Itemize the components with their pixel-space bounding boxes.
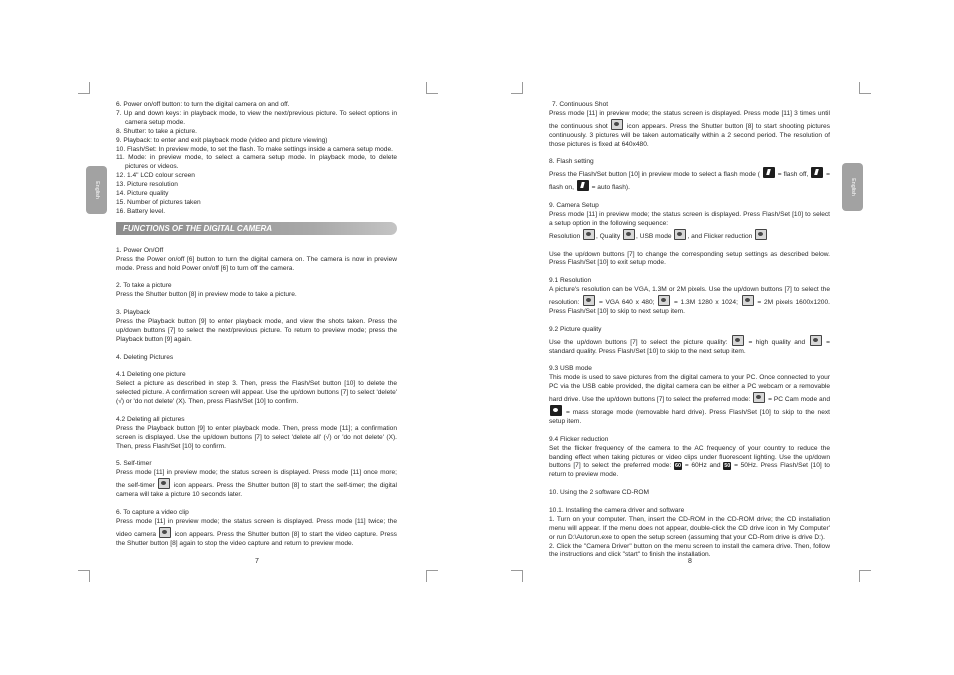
flash-off-icon <box>763 167 775 178</box>
list-item: 9. Playback: to enter and exit playback mode (video and picture viewing) <box>116 136 328 144</box>
text: = standard quality. Press Flash/Set [10] to skip to the next setup item. <box>549 338 830 355</box>
section-heading: 9. Camera Setup <box>549 202 599 210</box>
1-3m-resolution-icon <box>658 295 670 306</box>
section-heading: 6. To capture a video clip <box>116 508 189 516</box>
list-item: 13. Picture resolution <box>116 181 178 189</box>
text: Press the Flash/Set button [10] in preview mode to select a flash mode ( <box>549 171 760 179</box>
section-heading: 1. Power On/Off <box>116 246 164 254</box>
text: = 2M pixels 1600x1200. Press Flash/Set [10] to skip to next setup item. <box>549 299 830 315</box>
paragraph <box>549 445 830 481</box>
paragraph <box>549 110 830 150</box>
quality-icon <box>623 229 635 240</box>
usb-mode-icon <box>674 229 686 240</box>
text: Use the up/down buttons [7] to select the picture quality: <box>549 338 728 346</box>
paragraph: 2. Click the "Camera Driver" button on the menu screen to install the camera drive. Then, follow the instructions and click "start" to finish the installation. <box>549 542 830 559</box>
text: , and Flicker reduction <box>687 232 753 240</box>
paragraph: Select a picture as described in step 3. Then, press the Flash/Set button [10] to delete the selected picture. A confirmation screen will appear. Use the up/down buttons [7] to select 'delete' (√) or 'do not delete' (X). Then, press Flash/Set [10] to confirm. <box>116 380 397 406</box>
flicker-reduction-icon <box>755 229 767 240</box>
paragraph: Press the Playback button [9] to enter playback mode, and view the shots taken. Press the up/down buttons [7] to select the next/previous picture. To return to preview mode; press the Playback button [9] again. <box>116 318 397 343</box>
section-heading: 4.1 Deleting one picture <box>116 371 186 379</box>
paragraph <box>549 335 830 357</box>
mass-storage-icon <box>550 405 562 416</box>
text: = auto flash). <box>591 184 630 192</box>
section-heading: 7. Continuous Shot <box>552 101 609 108</box>
paragraph <box>549 167 830 193</box>
crop-mark <box>522 570 523 582</box>
section-heading: 4.2 Deleting all pictures <box>116 415 185 423</box>
crop-mark <box>78 570 90 571</box>
list-item: 14. Picture quality <box>116 190 169 198</box>
resolution-icon <box>583 229 595 240</box>
paragraph <box>549 229 830 242</box>
text: = flash on, <box>549 171 830 192</box>
50hz-icon: 50 <box>724 463 731 470</box>
text: = high quality and <box>748 338 806 346</box>
page-number: 8 <box>688 558 692 565</box>
text: icon appears. Press the Shutter button [8] to start the self-timer; the digital camera will take a picture 10 seconds later. <box>116 482 397 499</box>
right-page-text <box>549 101 830 560</box>
section-heading: 9.1 Resolution <box>549 277 592 285</box>
crop-mark <box>89 570 90 582</box>
text: Set the flicker frequency of the camera to the AC frequency of your country to reduce the banding effect when taking pictures or video clips under fluorescent lighting. Use the up/down buttons [7] to select the preferred mode: <box>549 444 830 470</box>
section-heading: 10.1. Installing the camera driver and software <box>549 506 685 514</box>
crop-mark <box>859 570 871 571</box>
language-tab-label: English <box>849 178 856 196</box>
text: Press mode [11] in preview mode; the status screen is displayed. Press mode [11] twice; the video camera <box>116 517 397 538</box>
text: = flash off, <box>777 171 809 179</box>
section-heading: 2. To take a picture <box>116 282 172 290</box>
paragraph: Press the Shutter button [8] in preview mode to take a picture. <box>116 291 297 299</box>
text: , Quality <box>596 232 621 240</box>
paragraph: Use the up/down buttons [7] to change the corresponding setup settings as described below. Press Flash/Set [10] to exit setup mode. <box>549 250 830 267</box>
crop-mark <box>511 570 523 571</box>
crop-mark <box>426 570 438 571</box>
paragraph <box>116 469 397 500</box>
paragraph: Press the Power on/off [6] button to turn the digital camera on. The camera is now in preview mode. Press and hold Power on/off [6] to turn off the camera. <box>116 255 397 272</box>
paragraph <box>549 286 830 317</box>
auto-flash-icon <box>577 180 589 191</box>
crop-mark <box>426 93 438 94</box>
self-timer-icon <box>158 478 170 489</box>
text: = 50Hz. Press Flash/Set [10] to return to preview mode. <box>549 462 830 479</box>
text: Press mode [11] in preview mode; the status screen is displayed. Press mode [11] once more; the self-timer <box>116 469 397 490</box>
crop-mark <box>859 570 860 582</box>
paragraph <box>549 374 830 427</box>
pc-cam-icon <box>753 392 765 403</box>
text: A picture's resolution can be VGA, 1.3M or 2M pixels. Use the up/down buttons [7] to select the resolution: <box>549 286 830 307</box>
paragraph <box>116 518 397 549</box>
language-tab-label: English <box>93 181 100 199</box>
text: = 1.3M 1280 x 1024; <box>673 299 738 307</box>
section-heading: 8. Flash setting <box>549 158 594 166</box>
paragraph: Press mode [11] in preview mode; the status screen is displayed. Press Flash/Set [10] to select a setup option in the following sequence: <box>549 210 830 227</box>
list-item: 6. Power on/off button: to turn the digital camera on and off. <box>116 101 290 108</box>
section-banner: FUNCTIONS OF THE DIGITAL CAMERA <box>116 222 397 235</box>
list-item: 16. Battery level. <box>116 207 166 215</box>
text: = mass storage mode (removable hard drive). Press Flash/Set [10] to skip to the next setup item. <box>549 409 831 425</box>
paragraph: Press the Playback button [9] to enter playback mode. Then, press mode [11]; a confirmation screen is displayed. Use the up/down buttons [7] to select 'delete all' (√) or 'do not delete' (X). Then, press Flash/Set [10] to confirm. <box>116 424 397 450</box>
text: , USB mode <box>636 232 672 240</box>
standard-quality-icon <box>810 335 822 346</box>
crop-mark <box>426 570 427 582</box>
list-item: 10. Flash/Set: In preview mode, to set the flash. To make settings inside a camera setup mode. <box>116 145 393 153</box>
list-item: 15. Number of pictures taken <box>116 198 201 206</box>
60hz-icon: 60 <box>674 463 682 470</box>
language-tab-left <box>86 166 107 214</box>
language-tab-right <box>842 163 863 211</box>
page-number: 7 <box>255 558 259 565</box>
parts-list <box>116 101 397 217</box>
crop-mark <box>859 93 871 94</box>
high-quality-icon <box>732 335 744 346</box>
left-page-text <box>116 101 397 549</box>
text: = PC Cam mode and <box>768 396 830 404</box>
crop-mark <box>78 93 90 94</box>
text: = VGA 640 x 480; <box>598 299 655 307</box>
section-heading: 9.3 USB mode <box>549 365 592 373</box>
text: icon appears. Press the Shutter button [8] to start the video capture. Press the Shutter button [8] again to stop the video capture and return to preview mode. <box>116 530 397 547</box>
section-heading: 4. Deleting Pictures <box>116 353 174 361</box>
section-heading: 9.4 Flicker reduction <box>549 435 609 443</box>
section-heading: 9.2 Picture quality <box>549 325 602 333</box>
list-item: 12. 1.4" LCD colour screen <box>116 172 195 180</box>
list-item: 8. Shutter: to take a picture. <box>116 127 198 135</box>
video-camera-icon <box>159 527 171 538</box>
text: Resolution <box>549 232 581 240</box>
flash-on-icon <box>811 167 823 178</box>
text: This mode is used to save pictures from the digital camera to your PC. Once connected to your PC via the USB cable provided, the digital camera can be either a PC webcam or a removable hard drive. Use the up/down buttons [7] to select the preferred mode: <box>549 374 830 404</box>
section-heading: 5. Self-timer <box>116 460 152 468</box>
text: Press mode [11] in preview mode; the status screen is displayed. Press mode [11] 3 times until the continuous shot <box>549 109 830 130</box>
crop-mark <box>511 93 523 94</box>
paragraph: 1. Turn on your computer. Then, insert the CD-ROM in the CD-ROM drive; the CD installation menu will appear. If the menu does not appear, double-click the CD drive icon in 'My Computer' or run D:\Autorun.exe to open the setup screen (assuming that your CD-Rom drive is drive D:). <box>549 515 830 541</box>
2m-resolution-icon <box>742 295 754 306</box>
vga-resolution-icon <box>583 295 595 306</box>
list-item: 7. Up and down keys: in playback mode, to view the next/previous picture. To select options in camera setup mode. <box>116 109 397 126</box>
list-item: 11. Mode: in preview mode, to select a camera setup mode. In playback mode, to delete pictures or videos. <box>116 154 397 171</box>
text: = 60Hz and <box>684 462 721 470</box>
section-heading: 3. Playback <box>116 309 151 317</box>
section-heading: 10. Using the 2 software CD-ROM <box>549 489 650 497</box>
continuous-shot-icon <box>611 119 623 130</box>
text: icon appears. Press the Shutter button [8] to start shooting pictures continuously. 3 pictures will be taken automatically within a 2 second period. The resolution of those pictures is fixed at 640x480. <box>549 122 831 148</box>
